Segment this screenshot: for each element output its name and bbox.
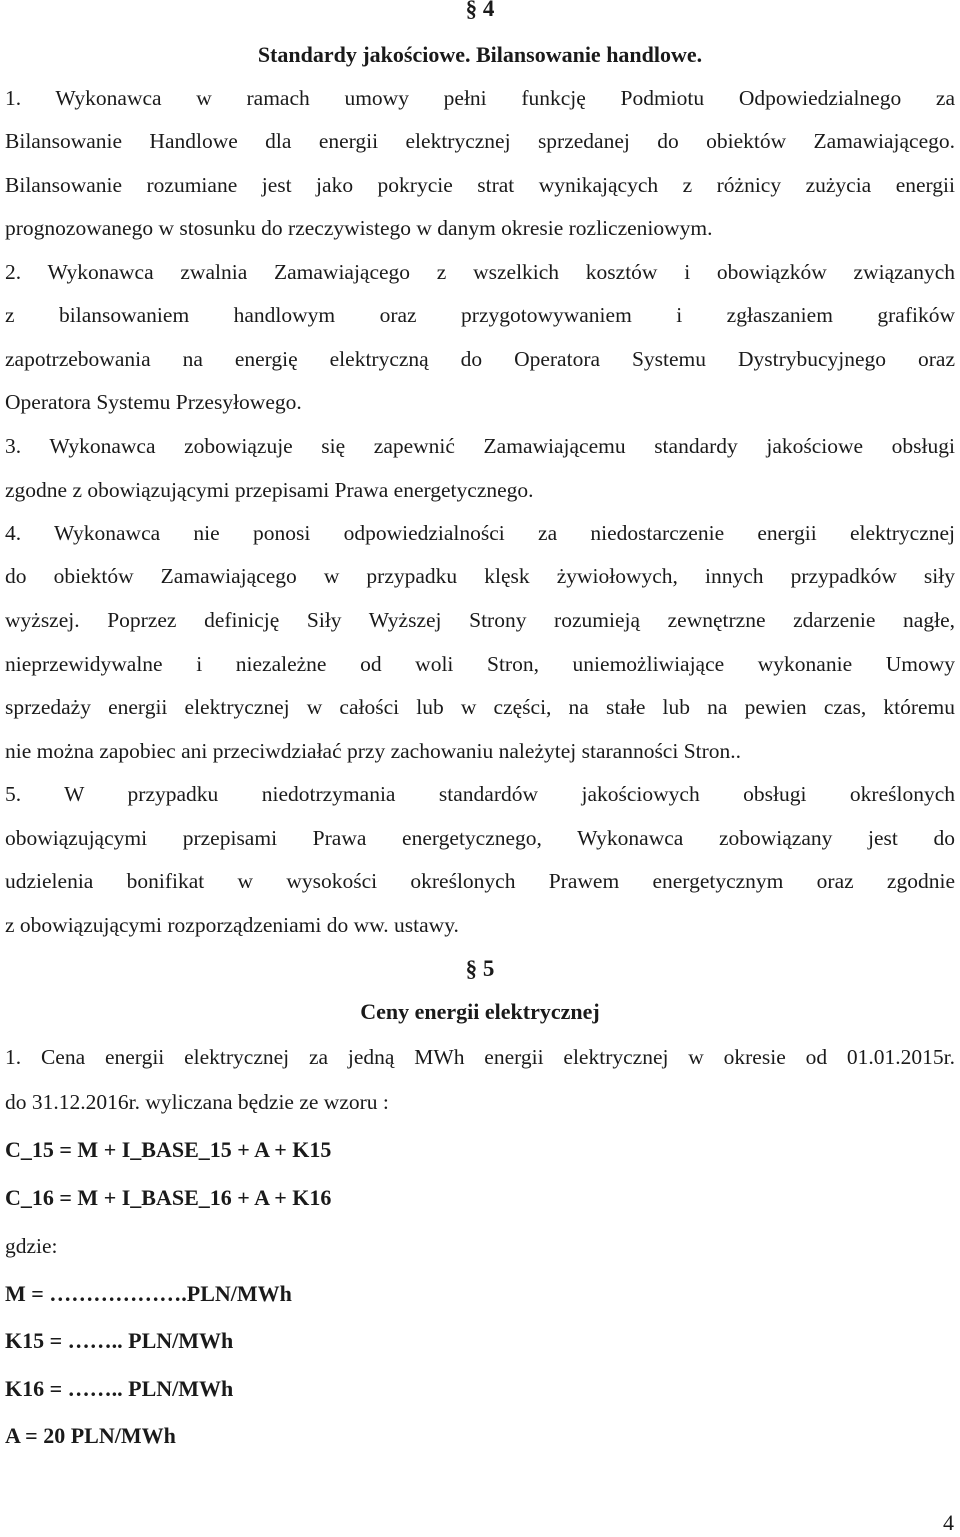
paragraph-line: 2. Wykonawca zwalnia Zamawiającego z wszelkich kosztów i obowiązków związanych [5, 260, 955, 284]
definition-m: M = ……………….PLN/MWh [5, 1281, 292, 1306]
paragraph-line: 3. Wykonawca zobowiązuje się zapewnić Zamawiającemu standardy jakościowe obsługi [5, 434, 955, 458]
paragraph-line: 5. W przypadku niedotrzymania standardów jakościowych obsługi określonych [5, 782, 955, 806]
paragraph-line: obowiązującymi przepisami Prawa energetycznego, Wykonawca zobowiązany jest do [5, 826, 955, 850]
definition-k15: K15 = …….. PLN/MWh [5, 1328, 234, 1353]
paragraph-line: nieprzewidywalne i niezależne od woli Stron, uniemożliwiające wykonanie Umowy [5, 652, 955, 676]
paragraph-line: zapotrzebowania na energię elektryczną do Operatora Systemu Dystrybucyjnego oraz [5, 347, 955, 371]
section-4-heading: § 4 [465, 0, 495, 21]
paragraph-line: prognozowanego w stosunku do rzeczywistego w danym okresie rozliczeniowym. [5, 216, 713, 240]
paragraph-line: wyższej. Poprzez definicję Siły Wyższej Strony rozumieją zewnętrzne zdarzenie nagłe, [5, 608, 955, 632]
paragraph-line: z obowiązującymi rozporządzeniami do ww. ustawy. [5, 913, 459, 937]
paragraph-line: 1. Cena energii elektrycznej za jedną MWh energii elektrycznej w okresie od 01.01.2015r. [5, 1045, 955, 1069]
formula-c16: C_16 = M + I_BASE_16 + A + K16 [5, 1185, 332, 1210]
definition-k16: K16 = …….. PLN/MWh [5, 1376, 234, 1401]
paragraph-line: z bilansowaniem handlowym oraz przygotowywaniem i zgłaszaniem grafików [5, 303, 955, 327]
paragraph-line: sprzedaży energii elektrycznej w całości lub w części, na stałe lub na pewien czas, któremu [5, 695, 955, 719]
paragraph-line: Bilansowanie Handlowe dla energii elektrycznej sprzedanej do obiektów Zamawiającego. [5, 129, 955, 153]
section-5-heading: § 5 [465, 956, 495, 981]
paragraph-line: Operatora Systemu Przesyłowego. [5, 390, 302, 414]
paragraph-line: do 31.12.2016r. wyliczana będzie ze wzoru : [5, 1090, 389, 1114]
page-number: 4 [943, 1510, 954, 1535]
paragraph-line: Bilansowanie rozumiane jest jako pokrycie strat wynikających z różnicy zużycia energii [5, 173, 955, 197]
formula-c15: C_15 = M + I_BASE_15 + A + K15 [5, 1137, 332, 1162]
paragraph-line: nie można zapobiec ani przeciwdziałać przy zachowaniu należytej staranności Stron.. [5, 739, 742, 763]
paragraph-line: do obiektów Zamawiającego w przypadku klęsk żywiołowych, innych przypadków siły [5, 564, 955, 588]
section-4-title: Standardy jakościowe. Bilansowanie handlowe. [257, 42, 703, 67]
paragraph-line: udzielenia bonifikat w wysokości określonych Prawem energetycznym oraz zgodnie [5, 869, 955, 893]
paragraph-line: zgodne z obowiązującymi przepisami Prawa energetycznego. [5, 478, 534, 502]
where-label: gdzie: [5, 1234, 58, 1258]
paragraph-line: 4. Wykonawca nie ponosi odpowiedzialności za niedostarczenie energii elektrycznej [5, 521, 955, 545]
paragraph-line: 1. Wykonawca w ramach umowy pełni funkcję Podmiotu Odpowiedzialnego za [5, 86, 955, 110]
section-5-title: Ceny energii elektrycznej [360, 999, 600, 1024]
definition-a: A = 20 PLN/MWh [5, 1423, 176, 1448]
